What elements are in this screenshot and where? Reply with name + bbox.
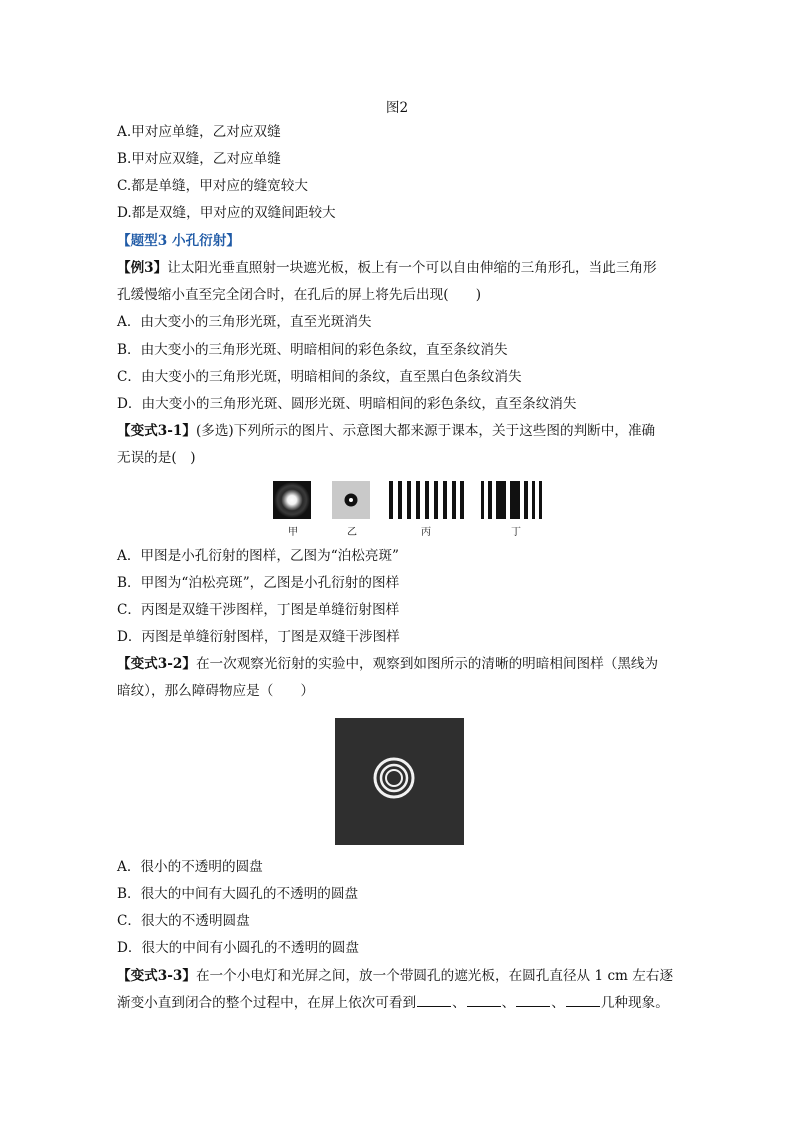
answer-blank-1[interactable] [417,993,451,1007]
variant32-line2: 暗纹），那么障碍物应是（ ） [117,683,315,699]
variant33-text2: 渐变小直到闭合的整个过程中，在屏上依次可看到 [117,995,417,1011]
blank-separator-3: 、 [551,995,565,1011]
diffraction-figures [270,478,555,522]
variant33-line1 [117,966,673,986]
example3-option-d: D．由大变小的三角形光斑、圆形光斑、明暗相间的彩色条纹，直至条纹消失 [117,396,577,412]
variant33-text1: 在一个小电灯和光屏之间，放一个带圆孔的遮光板，在圆孔直径从 1 cm 左右逐 [195,968,674,984]
variant31-option-c: C．丙图是双缝干涉图样，丁图是单缝衍射图样 [117,602,400,618]
variant31-option-b: B．甲图为“泊松亮斑”，乙图是小孔衍射的图样 [117,575,400,591]
variant32-text1: 在一次观察光衍射的实验中，观察到如图所示的清晰的明暗相间图样（黑线为 [195,656,659,672]
blank-separator-2: 、 [501,995,516,1011]
ring-pattern-figure [335,718,464,845]
variant33-line2 [117,993,669,1013]
label-bing: 丙 [421,527,431,538]
variant31-line2: 无误的是( ) [117,450,196,466]
label-ding: 丁 [511,527,521,538]
option-c: C.都是单缝，甲对应的缝宽较大 [117,178,308,194]
variant32-option-c: C．很大的不透明圆盘 [117,913,250,929]
option-a: A.甲对应单缝，乙对应双缝 [117,124,281,140]
pattern-bing [389,481,464,519]
example3-text1: 让太阳光垂直照射一块遮光板，板上有一个可以自由伸缩的三角形孔，当此三角形 [167,260,657,276]
variant31-option-d: D．丙图是单缝衍射图样，丁图是双缝干涉图样 [117,629,400,645]
blank-separator-1: 、 [452,995,466,1011]
pattern-ding [481,481,542,519]
example3-line2: 孔缓慢缩小直至完全闭合时，在孔后的屏上将先后出现( ) [117,287,482,303]
figure-2-caption: 图2 [385,100,409,116]
answer-blank-3[interactable] [516,993,550,1007]
section-heading: 【题型3 小孔衍射】 [117,233,240,249]
example3-option-a: A．由大变小的三角形光斑，直至光斑消失 [117,314,372,330]
answer-blank-4[interactable] [566,993,600,1007]
option-d: D.都是双缝，甲对应的双缝间距较大 [117,205,336,221]
variant32-line1 [117,654,658,674]
label-jia: 甲 [288,527,298,538]
example3-option-c: C．由大变小的三角形光斑，明暗相间的条纹，直至黑白色条纹消失 [117,369,522,385]
variant31-line1 [117,421,655,441]
variant32-option-d: D．很大的中间有小圆孔的不透明的圆盘 [117,940,359,956]
variant31-tag: 【变式3-1】 [117,423,196,439]
option-b: B.甲对应双缝，乙对应单缝 [117,151,281,167]
variant33-tag: 【变式3-3】 [117,968,196,984]
example3-tag: 【例3】 [117,260,168,276]
variant32-option-b: B．很大的中间有大圆孔的不透明的圆盘 [117,886,359,902]
variant31-option-a: A．甲图是小孔衍射的图样，乙图为“泊松亮斑” [117,548,399,564]
variant32-tag: 【变式3-2】 [117,656,196,672]
variant32-option-a: A．很小的不透明的圆盘 [117,859,263,875]
example3-option-b: B．由大变小的三角形光斑、明暗相间的彩色条纹，直至条纹消失 [117,342,508,358]
answer-blank-2[interactable] [467,993,501,1007]
label-yi: 乙 [347,527,357,538]
variant31-text1: (多选)下列所示的图片、示意图大都来源于课本，关于这些图的判断中，准确 [195,423,656,439]
example3-line1 [117,258,657,278]
variant33-ending: 几种现象。 [600,995,669,1011]
